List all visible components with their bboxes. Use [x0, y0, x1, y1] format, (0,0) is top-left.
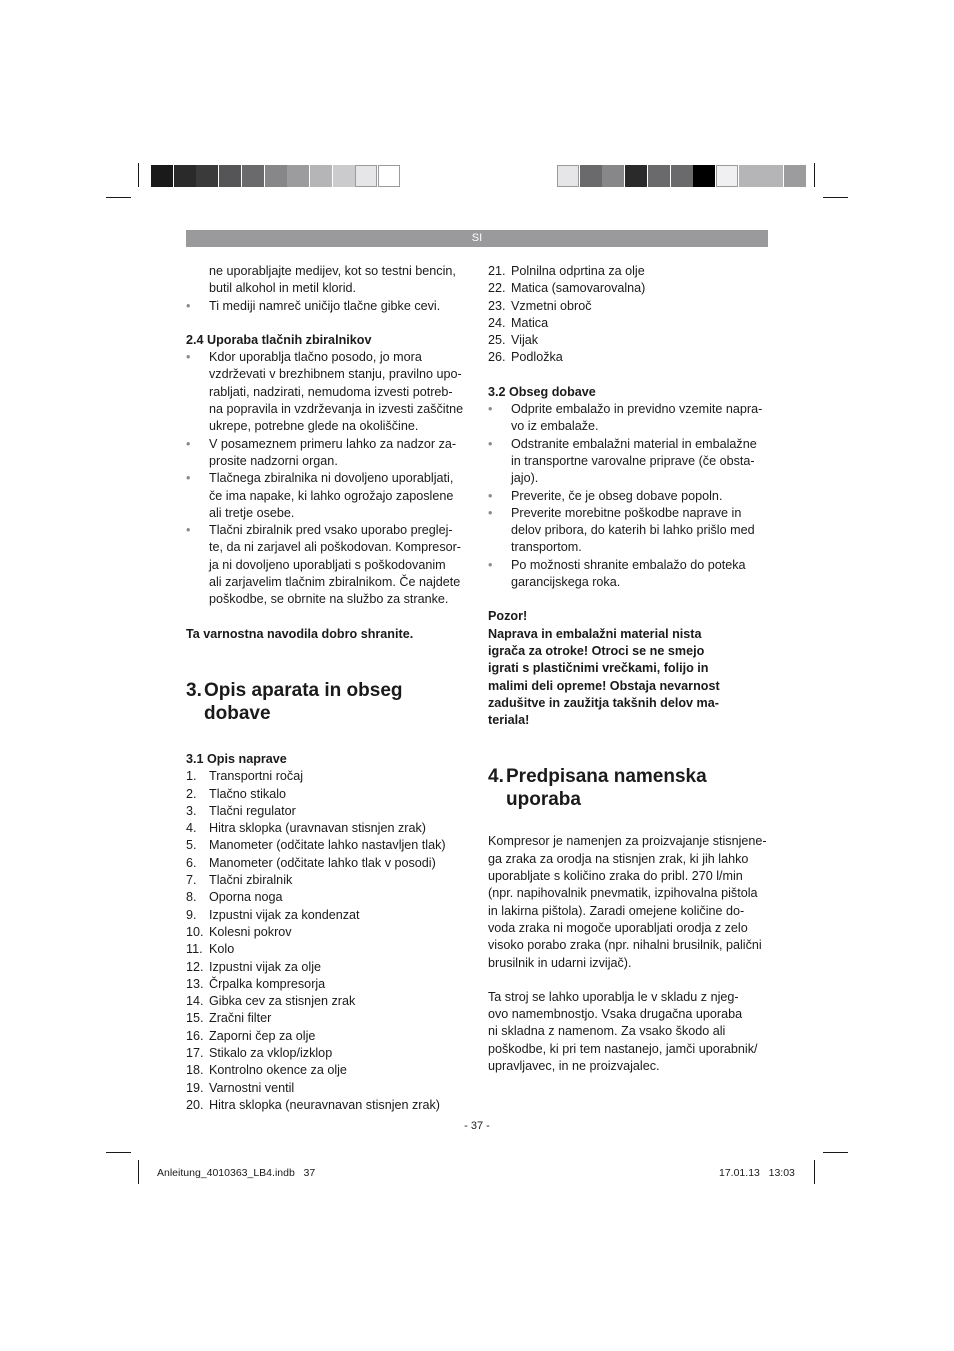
item-number: 2.	[186, 786, 197, 801]
list-item	[186, 522, 471, 608]
item-number: 4.	[186, 821, 197, 836]
parts-list-item	[186, 959, 471, 976]
list-item-line: Preverite, če je obseg dobave popoln.	[511, 488, 723, 503]
item-number: 3.	[186, 803, 197, 818]
keep-safe-note: Ta varnostna navodila dobro shranite.	[186, 626, 414, 641]
intro-line: ne uporabljajte medijev, kot so testni bencin,	[209, 264, 456, 278]
item-number: 17.	[186, 1045, 204, 1060]
list-item	[186, 436, 471, 471]
list-item-line: Kdor uporablja tlačno posodo, jo mora	[209, 350, 422, 365]
list-item-line: če ima napake, ki lahko ogrožajo zaposlene	[209, 488, 454, 503]
parts-list-item	[186, 1010, 471, 1027]
warning-line: igrača za otroke! Otroci se ne smejo	[488, 643, 705, 658]
item-label: Tlačni regulator	[209, 803, 296, 818]
parts-list-item	[186, 976, 471, 993]
item-number: 25.	[488, 333, 506, 348]
item-label: Stikalo za vklop/izklop	[209, 1045, 333, 1060]
warning-line: igrati s plastičnimi vrečkami, folijo in	[488, 661, 709, 676]
item-number: 9.	[186, 907, 197, 922]
item-label: Kolo	[209, 942, 235, 957]
color-swatch	[151, 165, 173, 187]
item-number: 14.	[186, 994, 204, 1009]
item-label: Podložka	[511, 350, 563, 365]
item-number: 23.	[488, 298, 506, 313]
item-label: Vijak	[511, 333, 539, 348]
parts-list-item	[488, 298, 773, 315]
warning-line: zadušitve in zaužitja takšnih delov ma-	[488, 695, 719, 710]
parts-list-item	[488, 332, 773, 349]
color-swatch	[333, 165, 355, 187]
left-column	[186, 263, 471, 1114]
parts-list-item	[186, 768, 471, 785]
item-label: Vzmetni obroč	[511, 298, 592, 313]
item-number: 15.	[186, 1011, 204, 1026]
parts-list-item	[186, 820, 471, 837]
bullet-icon: •	[488, 436, 493, 451]
bullet-icon: •	[186, 436, 191, 451]
paragraph-line: visoko porabo zraka (npr. nihalni brusilnik, palični	[488, 938, 762, 953]
color-swatch	[739, 165, 761, 187]
crop-mark-br-h	[823, 1152, 848, 1153]
item-number: 26.	[488, 350, 506, 365]
list-item-line: in transportne varovalne priprave (če obsta-	[511, 453, 755, 468]
item-label: Matica	[511, 315, 549, 330]
parts-list-item	[186, 1028, 471, 1045]
color-swatch	[310, 165, 332, 187]
item-label: Matica (samovarovalna)	[511, 281, 646, 296]
color-swatch	[693, 165, 715, 187]
item-number: 12.	[186, 959, 204, 974]
color-swatch	[784, 165, 806, 187]
list-item-line: garancijskega roka.	[511, 575, 621, 590]
list-item-line: ukrepe, potrebne glede na okoliščine.	[209, 419, 419, 434]
parts-list	[186, 768, 471, 1114]
section-title-3-1: 3.1 Opis naprave	[186, 751, 287, 766]
parts-list-item	[186, 786, 471, 803]
color-swatch	[174, 165, 196, 187]
color-swatch	[648, 165, 670, 187]
item-number: 20.	[186, 1097, 204, 1112]
bullet-icon: •	[488, 557, 493, 572]
item-label: Zračni filter	[209, 1011, 272, 1026]
item-label: Kontrolno okence za olje	[209, 1063, 347, 1078]
color-swatch	[265, 165, 287, 187]
color-swatch	[761, 165, 783, 187]
item-label: Manometer (odčitate lahko nastavljen tlak)	[209, 838, 446, 853]
paragraph-line: ovo namembnostjo. Vsaka drugačna uporaba	[488, 1007, 743, 1022]
item-number: 18.	[186, 1063, 204, 1078]
paragraph-line: ni skladna z namenom. Za vsako škodo ali	[488, 1024, 726, 1039]
item-number: 6.	[186, 855, 197, 870]
warning-title: Pozor!	[488, 609, 528, 624]
parts-list-continued	[488, 263, 773, 367]
crop-mark-bl-h	[106, 1152, 131, 1153]
parts-list-item	[186, 924, 471, 941]
item-label: Hitra sklopka (uravnavan stisnjen zrak)	[209, 821, 426, 836]
list-item: • Ti mediji namreč uničijo tlačne gibke cevi.	[186, 298, 471, 315]
liability-paragraph	[488, 989, 773, 1075]
bullet-icon: •	[186, 298, 191, 313]
list-item	[488, 505, 773, 557]
list-item-line: rabljati, nadzirati, nemudoma izvesti potreb-	[209, 384, 453, 399]
bullet-icon: •	[186, 471, 191, 486]
crop-mark-br-v	[814, 1160, 815, 1184]
s24-bullets	[186, 349, 471, 608]
color-swatch	[196, 165, 218, 187]
intro-line: butil alkohol in metil klorid.	[209, 281, 356, 296]
crop-mark-tl-v	[138, 163, 139, 187]
paragraph-line: voda zraka ni mogoče uporabljati orodja z zelo	[488, 920, 748, 935]
parts-list-item	[186, 855, 471, 872]
language-bar	[186, 230, 768, 247]
list-item	[488, 401, 773, 436]
list-item-line: V posameznem primeru lahko za nadzor za-	[209, 436, 457, 451]
heading-4: 4. Predpisana namenska uporaba	[488, 766, 707, 811]
bullet-icon: •	[488, 402, 493, 417]
color-swatch	[716, 165, 738, 187]
crop-mark-bl-v	[138, 1160, 139, 1184]
item-number: 16.	[186, 1028, 204, 1043]
crop-mark-tl-h	[106, 197, 131, 198]
item-label: Črpalka kompresorja	[209, 976, 326, 991]
bullet-icon: •	[488, 505, 493, 520]
list-item-line: delov pribora, do katerih bi lahko prišlo med	[511, 523, 755, 538]
list-item-line: Tlačni zbiralnik pred vsako uporabo preglej-	[209, 523, 453, 538]
list-item-line: te, da ni zarjavel ali poškodovan. Kompresor-	[209, 540, 462, 555]
parts-list-item	[186, 872, 471, 889]
parts-list-item	[488, 349, 773, 366]
color-swatch	[625, 165, 647, 187]
list-item-line: prosite nadzorni organ.	[209, 453, 338, 468]
color-swatch	[287, 165, 309, 187]
item-label: Izpustni vijak za kondenzat	[209, 907, 360, 922]
color-swatch	[355, 165, 377, 187]
s32-bullets	[488, 401, 773, 591]
item-label: Polnilna odprtina za olje	[511, 264, 645, 278]
language-code: SI	[471, 232, 483, 244]
footer-date: 17.01.13 13:03	[719, 1167, 795, 1179]
parts-list-item	[186, 1080, 471, 1097]
parts-list-item	[488, 280, 773, 297]
item-number: 21.	[488, 264, 506, 278]
list-item-line: ali tretje osebe.	[209, 505, 295, 520]
intended-use-paragraph	[488, 833, 773, 971]
parts-list-item	[186, 803, 471, 820]
section-title-2-4: 2.4 Uporaba tlačnih zbiralnikov	[186, 332, 372, 347]
item-number: 10.	[186, 924, 204, 939]
paragraph-line: Ta stroj se lahko uporablja le v skladu z njeg-	[488, 989, 739, 1004]
item-number: 22.	[488, 281, 506, 296]
parts-list-item	[186, 1062, 471, 1079]
list-item-line: ali zarjavelim tlačnim zbiralnikom. Če najdete	[209, 575, 461, 590]
list-item-line: ja ni dovoljeno uporabljati s poškodovanim	[209, 557, 446, 572]
paragraph-line: ga zraka za orodja na stisnjen zrak, ki jih lahko	[488, 851, 749, 866]
parts-list-item	[488, 263, 773, 280]
paragraph-line: upravljavec, in ne proizvajalec.	[488, 1058, 660, 1073]
item-number: 11.	[186, 942, 203, 957]
footer-file: Anleitung_4010363_LB4.indb 37	[157, 1167, 316, 1179]
item-number: 13.	[186, 976, 204, 991]
warning-line: malimi deli opreme! Obstaja nevarnost	[488, 678, 720, 693]
item-label: Tlačni zbiralnik	[209, 873, 293, 888]
item-number: 5.	[186, 838, 197, 853]
list-item-line: vo iz embalaže.	[511, 419, 599, 434]
color-swatch	[580, 165, 602, 187]
list-item-line: Preverite morebitne poškodbe naprave in	[511, 505, 742, 520]
list-item	[488, 436, 773, 488]
section-title-3-2: 3.2 Obseg dobave	[488, 384, 596, 399]
parts-list-item	[186, 1045, 471, 1062]
color-swatch	[378, 165, 400, 187]
item-label: Transportni ročaj	[209, 769, 304, 784]
item-label: Hitra sklopka (neuravnavan stisnjen zrak)	[209, 1097, 440, 1112]
list-item-line: transportom.	[511, 540, 582, 555]
paragraph-line: in lakirna pištola). Zaradi omejene količine do-	[488, 903, 745, 918]
list-item	[488, 488, 773, 505]
color-swatch	[242, 165, 264, 187]
list-item	[186, 470, 471, 522]
list-item-line: na popravila in vzdrževanja in izvesti zaščitne	[209, 402, 464, 417]
parts-list-item	[186, 907, 471, 924]
paragraph-line: (npr. napihovalnik pnevmatik, izpihovalna pištola	[488, 886, 758, 901]
warning-line: teriala!	[488, 713, 530, 728]
crop-mark-tr-v	[814, 163, 815, 187]
crop-mark-tr-h	[823, 197, 848, 198]
item-number: 24.	[488, 315, 506, 330]
list-item	[488, 557, 773, 592]
paragraph-line: uporabljate s količino zraka do pribl. 270 l/min	[488, 869, 743, 884]
paragraph-line: Kompresor je namenjen za proizvajanje stisnjene-	[488, 834, 767, 849]
list-item-line: Po možnosti shranite embalažo do poteka	[511, 557, 746, 572]
page-number: - 37 -	[464, 1120, 490, 1132]
right-column	[488, 263, 773, 1075]
color-swatch	[557, 165, 579, 187]
item-label: Gibka cev za stisnjen zrak	[209, 994, 356, 1009]
item-label: Tlačno stikalo	[209, 786, 286, 801]
item-number: 1.	[186, 769, 197, 784]
list-item-line: Odstranite embalažni material in embalažne	[511, 436, 757, 451]
warning-text	[488, 626, 773, 730]
item-label: Oporna noga	[209, 890, 283, 905]
item-number: 19.	[186, 1080, 204, 1095]
list-item-line: jajo).	[511, 471, 539, 486]
parts-list-item	[488, 315, 773, 332]
item-number: 8.	[186, 890, 197, 905]
color-swatch	[671, 165, 693, 187]
color-swatch	[219, 165, 241, 187]
item-label: Manometer (odčitate lahko tlak v posodi)	[209, 855, 436, 870]
parts-list-item	[186, 889, 471, 906]
list-item	[186, 349, 471, 435]
parts-list-item	[186, 1097, 471, 1114]
item-number: 7.	[186, 873, 197, 888]
item-label: Zaporni čep za olje	[209, 1028, 316, 1043]
warning-line: Naprava in embalažni material nista	[488, 626, 702, 641]
item-label: Kolesni pokrov	[209, 924, 292, 939]
bullet-icon: •	[488, 488, 493, 503]
bullet-icon: •	[186, 350, 191, 365]
parts-list-item	[186, 837, 471, 854]
parts-list-item	[186, 993, 471, 1010]
bullet-icon: •	[186, 523, 191, 538]
item-label: Izpustni vijak za olje	[209, 959, 321, 974]
list-item-line: Tlačnega zbiralnika ni dovoljeno uporabljati,	[209, 471, 454, 486]
list-item-line: vzdrževati v brezhibnem stanju, pravilno upo-	[209, 367, 462, 382]
list-item-line: Odprite embalažo in previdno vzemite napra-	[511, 402, 763, 417]
parts-list-item	[186, 941, 471, 958]
paragraph-line: poškodbe, ki pri tem nastanejo, jamči uporabnik/	[488, 1041, 758, 1056]
paragraph-line: brusilnik in udarni izvijač).	[488, 955, 632, 970]
item-label: Varnostni ventil	[209, 1080, 295, 1095]
heading-3: 3. Opis aparata in obseg dobave	[186, 679, 403, 724]
list-item-line: poškodbe, se obrnite na službo za stranke.	[209, 592, 449, 607]
color-swatch	[602, 165, 624, 187]
